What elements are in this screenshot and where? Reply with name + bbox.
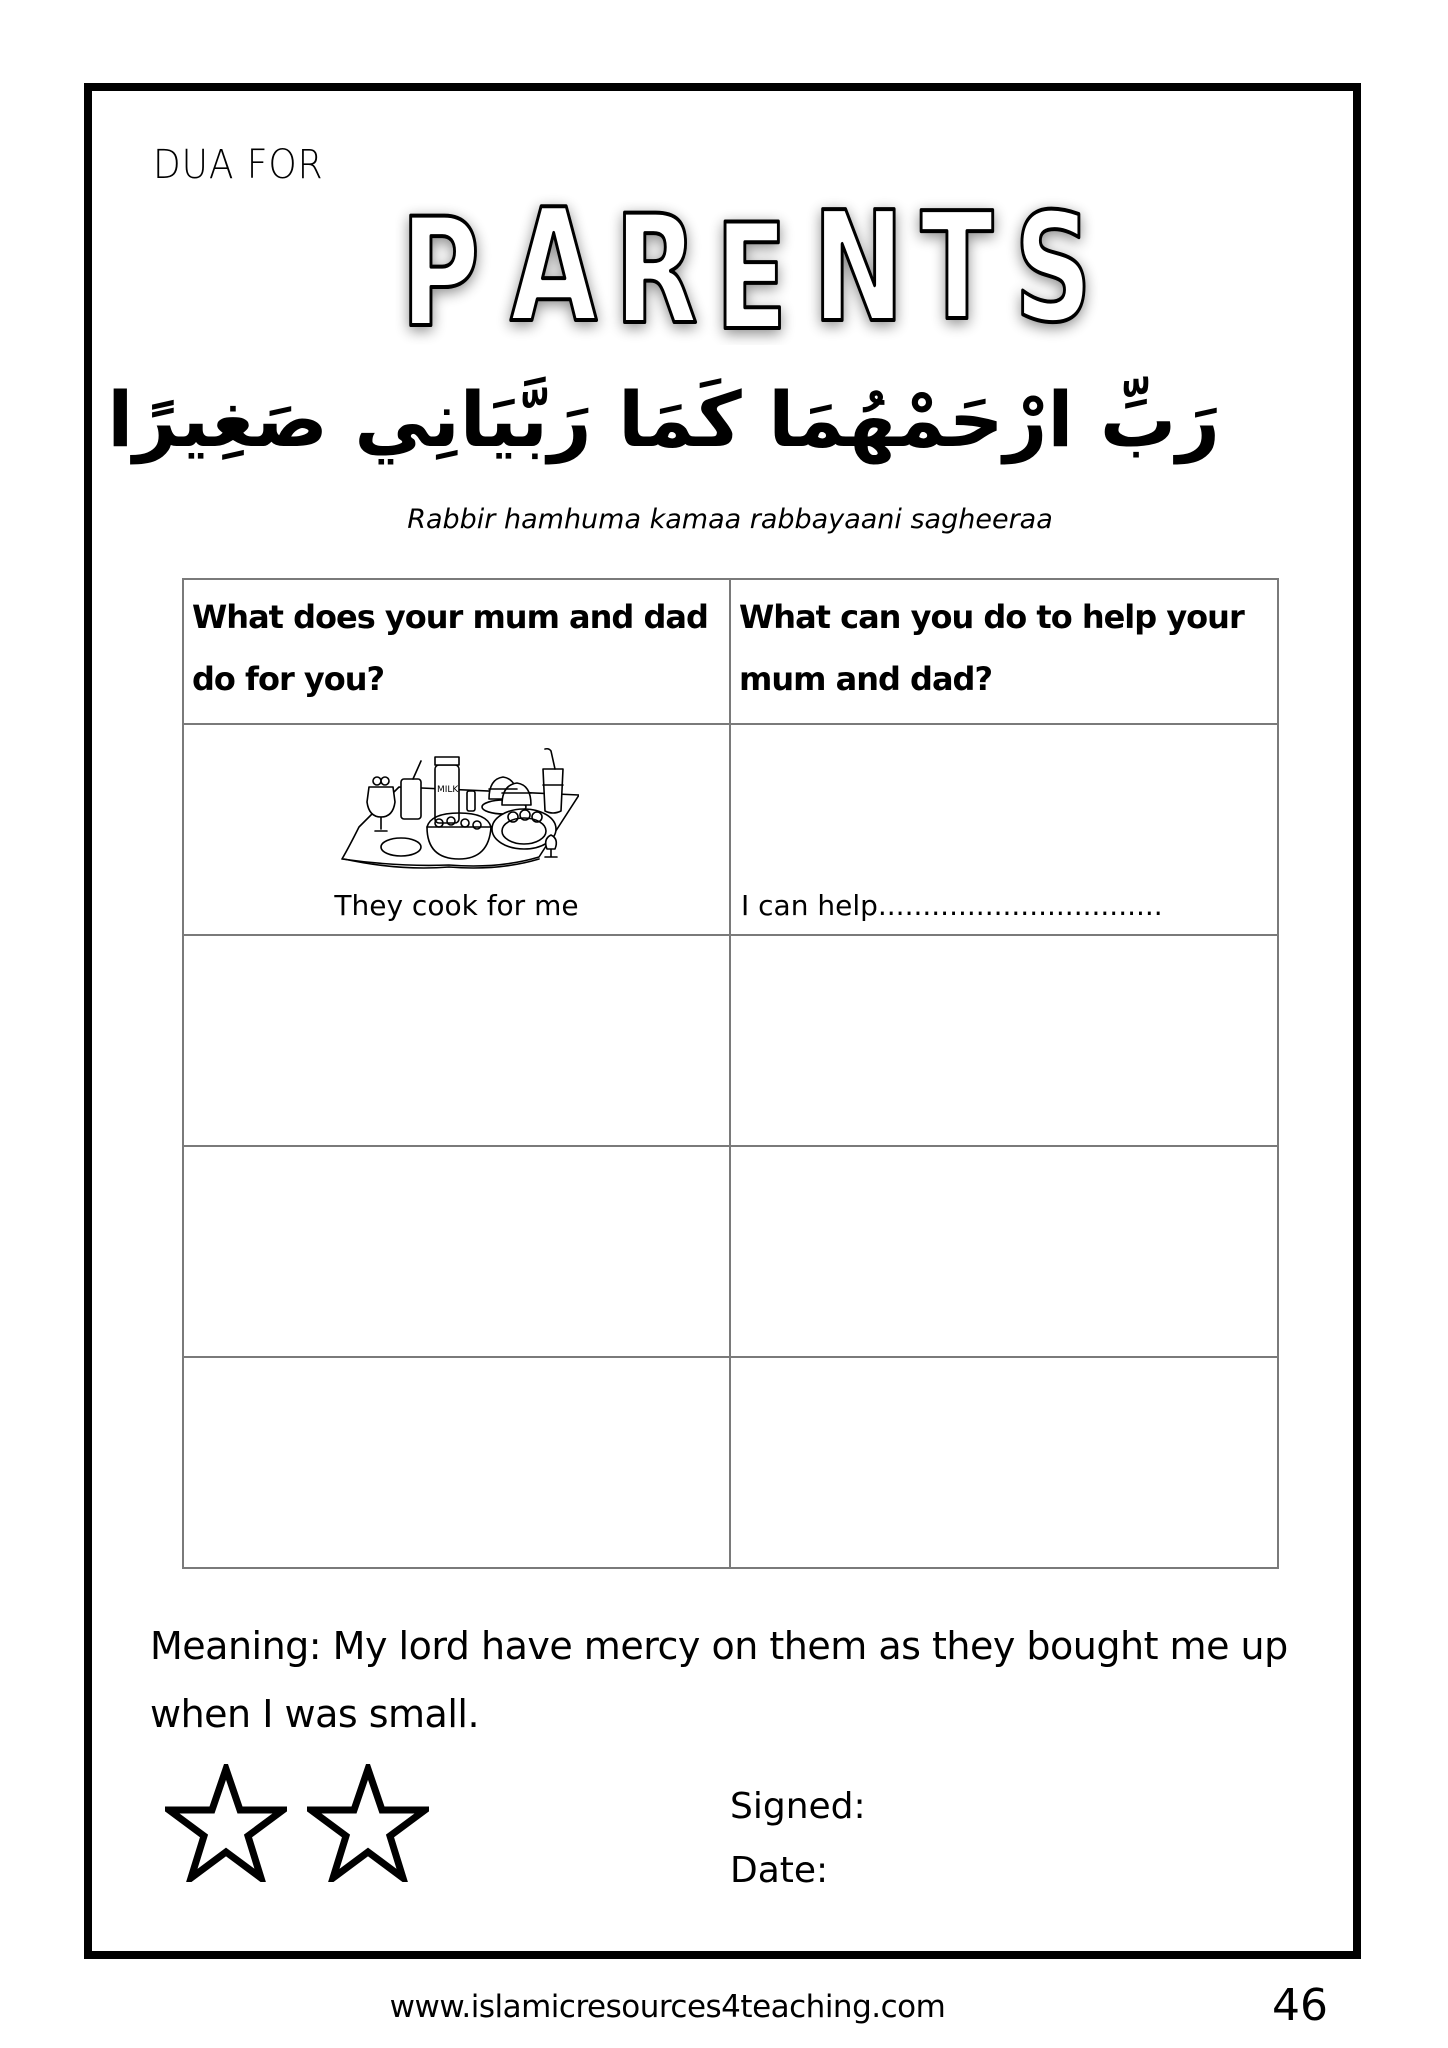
answer-cell-right[interactable] (730, 1146, 1278, 1357)
dua-arabic: رَبِّ ارْحَمْهُمَا كَمَا رَبَّيَانِي صَغِيرًا (107, 375, 1220, 464)
dua-transliteration: Rabbir hamhuma kamaa rabbayaani sagheeraa (407, 504, 1053, 535)
milk-label: MILK (437, 785, 459, 795)
star-rating (165, 1764, 435, 1884)
title-prefix: DUA FOR (153, 142, 324, 188)
answer-cell-right[interactable] (730, 935, 1278, 1146)
title-letter: N (812, 179, 905, 345)
footer-website-link[interactable]: www.islamicresources4teaching.com (389, 1989, 946, 2025)
answer-example-text: They cook for me (334, 889, 579, 922)
title-letter: R (614, 183, 698, 345)
star-outline-icon[interactable] (165, 1764, 287, 1882)
worksheet-table (182, 578, 1279, 1569)
star-outline-icon[interactable] (307, 1764, 429, 1882)
page-number: 46 (1272, 1980, 1328, 2031)
date-label: Date: (730, 1850, 829, 1891)
column-header-what-parents-do: What does your mum and dad do for you? (183, 579, 730, 724)
table-row (183, 935, 1278, 1146)
title-letter: T (920, 181, 994, 345)
table-row (183, 1357, 1278, 1568)
title-letter: S (1014, 181, 1092, 345)
table-header-row (183, 579, 1278, 724)
column-header-how-to-help: What can you do to help your mum and dad? (730, 579, 1278, 724)
table-row (183, 1146, 1278, 1357)
dua-meaning: Meaning: My lord have mercy on them as they bought me up when I was small. (150, 1624, 1288, 1736)
page-title (395, 170, 1140, 345)
signed-label: Signed: (730, 1786, 866, 1827)
title-letter: E (715, 193, 788, 345)
answer-cell-right[interactable] (730, 1357, 1278, 1568)
food-picnic-illustration (339, 747, 579, 872)
title-letter: P (400, 186, 480, 345)
table-row (183, 724, 1278, 935)
title-letter: A (510, 176, 598, 345)
answer-prompt-text: I can help................................ (741, 889, 1163, 922)
answer-cell-right[interactable] (730, 724, 1278, 935)
answer-cell-left[interactable] (183, 724, 730, 935)
answer-cell-left[interactable] (183, 1146, 730, 1357)
answer-cell-left[interactable] (183, 1357, 730, 1568)
answer-cell-left[interactable] (183, 935, 730, 1146)
